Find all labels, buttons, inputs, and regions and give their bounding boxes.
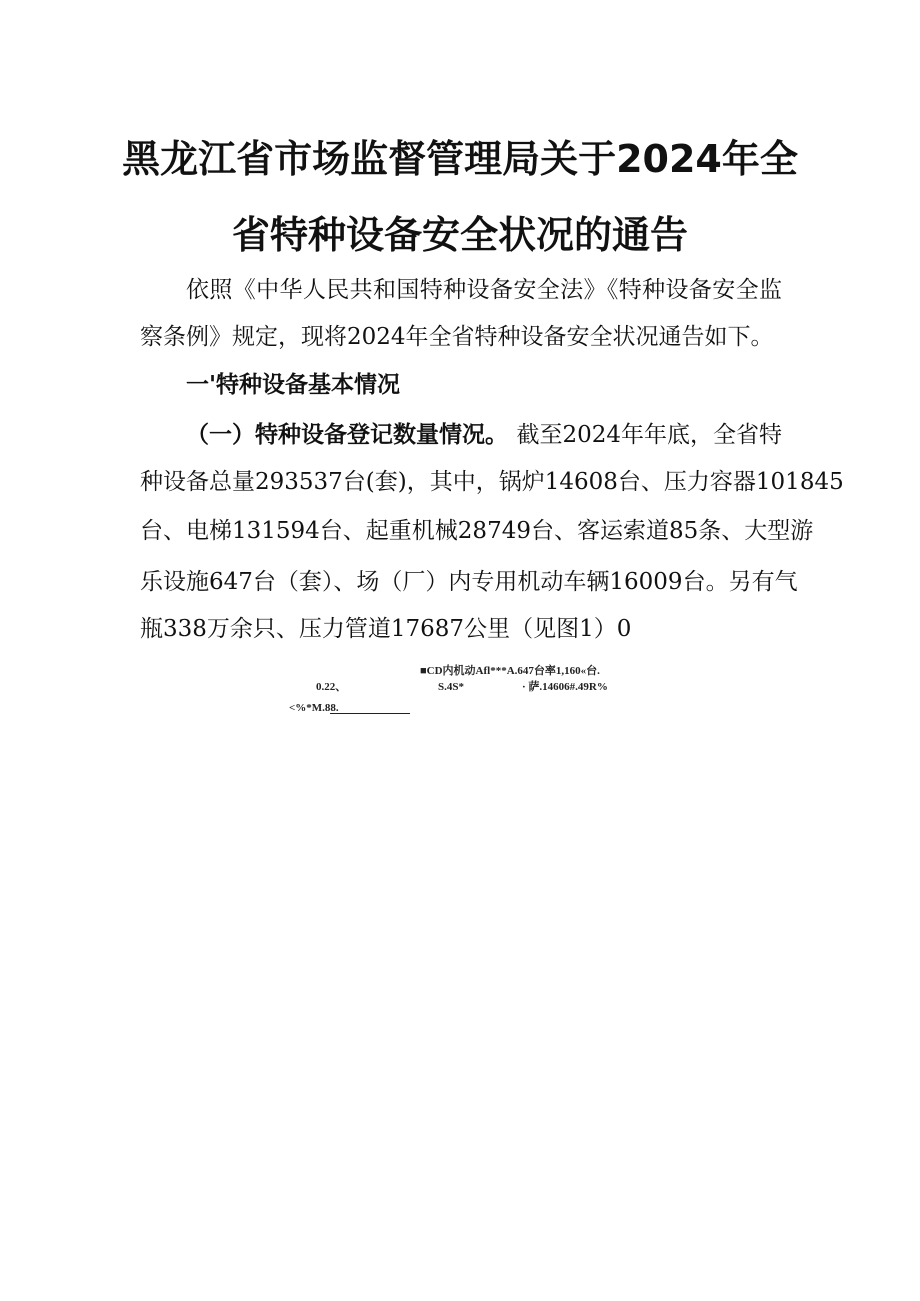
figure-label-left: 0.22、: [316, 681, 347, 693]
figure-label-bottom: <%*M.88.: [289, 702, 339, 714]
subsection-1-line-1-text: 截至2024年年底，全省特: [516, 422, 782, 448]
document-title-line-2: 省特种设备安全状况的通告: [231, 213, 688, 257]
figure-leader-line: [330, 713, 410, 714]
subsection-1-lead: （一）特种设备登记数量情况。: [186, 422, 508, 448]
subsection-1-line-1: [186, 420, 782, 450]
figure-legend-fragment: ■CD内机动Afl***A.647台率1,160«台.: [420, 665, 600, 677]
figure-label-right: · 萨.14606#.49R%: [522, 681, 608, 693]
subsection-1-line-3: 台、电梯131594台、起重机械28749台、客运索道85条、大型游: [140, 518, 814, 544]
figure-label-middle: S.4S*: [438, 681, 464, 693]
subsection-1-line-2: 种设备总量293537台(套)，其中，锅炉14608台、压力容器101845: [140, 469, 844, 495]
section-heading-basic-info: 一'特种设备基本情况: [186, 372, 401, 398]
intro-paragraph-line-1: 依照《中华人民共和国特种设备安全法》《特种设备安全监: [186, 277, 782, 303]
subsection-1-line-5: 瓶338万余只、压力管道17687公里（见图1）0: [140, 616, 632, 642]
document-title-line-1: 黑龙江省市场监督管理局关于2024年全: [122, 137, 798, 181]
intro-paragraph-line-2: 察条例》规定，现将2024年全省特种设备安全状况通告如下。: [140, 324, 774, 350]
subsection-1-line-4: 乐设施647台（套）、场（厂）内专用机动车辆16009台。另有气: [140, 569, 798, 595]
